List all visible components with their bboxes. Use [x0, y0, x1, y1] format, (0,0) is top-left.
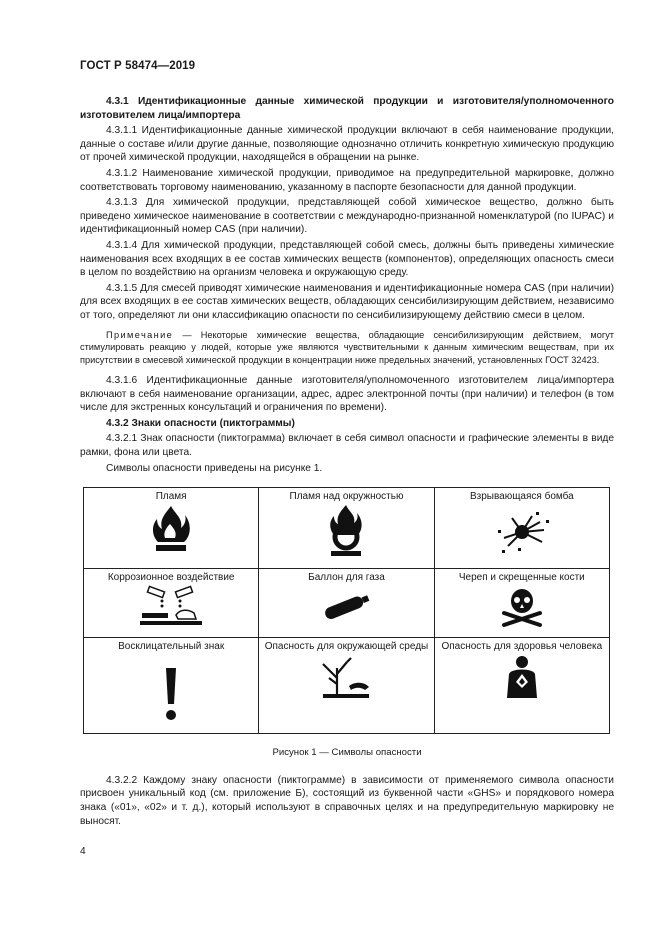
paragraph: 4.3.1.6 Идентификационные данные изготовителя/уполномоченного изготовителем лица/импортера включают в себя наименование организации, адрес, адрес электронной почты (при наличии) и телефон (в том числе для экстренных консультаций и ограничения по времени).: [80, 375, 614, 414]
health-hazard-icon: [497, 654, 547, 700]
note: [80, 329, 614, 367]
exploding-bomb-icon: [492, 504, 552, 556]
cell-label: Опасность для здоровья человека: [441, 641, 603, 653]
figure-cell: [259, 569, 434, 638]
flame-over-circle-icon: [323, 504, 369, 558]
cell-label: Коррозионное воздействие: [107, 572, 235, 584]
gas-cylinder-icon: [316, 585, 376, 625]
cell-label: Восклицательный знак: [118, 641, 225, 653]
figure-cell: [259, 488, 434, 569]
page-number: 4: [80, 846, 86, 857]
paragraph: 4.3.1.2 Наименование химической продукции, приводимое на предупредительной маркировке, должно соответствовать торговому наименованию, указанному в паспорте безопасности для данной продукции.: [80, 167, 614, 193]
exclamation-mark-icon: [161, 666, 181, 724]
paragraph: 4.3.1.3 Для химической продукции, представляющей собой химическое вещество, должно быть приведено химическое наименование в соответствии с международно-признанной номенклатурой (по IUPAC) и идентификационный номер CAS (при наличии).: [80, 197, 614, 236]
skull-crossbones-icon: [498, 585, 546, 629]
paragraph: 4.3.2.1 Знак опасности (пиктограмма) включает в себя символ опасности и графические элементы в виде рамки, фона или цвета.: [80, 433, 614, 458]
paragraph: 4.3.1.1 Идентификационные данные химической продукции включают в себя наименование продукции, данные о составе и/или другие данные, позволяющие однозначно отличить конкретную химическую продукцию от прочей химической продукции, находящейся в обращении на рынке.: [80, 125, 614, 164]
paragraph: 4.3.1.5 Для смесей приводят химические наименования и идентификационные номера CAS (при наличии) для всех входящих в ее состав химических веществ, обладающих сенсибилизирующим действием, независимо от того, определяют ли они классификацию опасности по сенсибилизирующему действию смеси в целом.: [80, 282, 614, 321]
cell-label: Баллон для газа: [308, 572, 385, 584]
figure-cell: [84, 638, 259, 734]
paragraph: 4.3.2.2 Каждому знаку опасности (пиктограмме) в зависимости от применяемого символа опасности присвоен уникальный код (см. приложение Б), состоящий из буквенной части «GHS» и порядкового номера знака («01», «02» и т. д.), который используют в справочных целях и на предупредительную маркировку не выносят.: [80, 774, 614, 827]
corrosion-icon: [136, 585, 206, 627]
figure-cell: [434, 638, 609, 734]
figure-cell: [434, 569, 609, 638]
section-heading: 4.3.1 Идентификационные данные химической продукции и изготовителя/уполномоченного изготовителем лица/импортера: [80, 96, 614, 121]
figure-cell: [259, 638, 434, 734]
subsection-heading: 4.3.2 Знаки опасности (пиктограммы): [106, 417, 295, 429]
hazard-symbols-figure: [83, 487, 610, 734]
environment-icon: [319, 654, 373, 700]
cell-label: Пламя над окружностью: [289, 491, 404, 503]
figure-cell: [84, 488, 259, 569]
cell-label: Пламя: [155, 491, 187, 503]
cell-label: Череп и скрещенные кости: [458, 572, 585, 584]
cell-label: Опасность для окружающей среды: [264, 641, 429, 653]
document-body: [80, 95, 614, 830]
cell-label: Взрывающаяся бомба: [469, 491, 574, 503]
note-label: Примечание: [106, 329, 174, 340]
flame-icon: [148, 504, 194, 556]
figure-cell: [434, 488, 609, 569]
figure-cell: [84, 569, 259, 638]
document-code: ГОСТ Р 58474—2019: [80, 60, 196, 72]
figure-caption: Рисунок 1 — Символы опасности: [272, 747, 422, 759]
paragraph: Символы опасности приведены на рисунке 1.: [106, 462, 323, 474]
note-text: — Некоторые химические вещества, обладающие сенсибилизирующим действием, могут стимулировать реакцию у людей, которые уже являются чувствительными к данным химическим веществам, при их присутствии в смесевой химической продукции в концентрации ниже предельных значений, установленных ГОСТ 32423.: [80, 329, 614, 365]
paragraph: 4.3.1.4 Для химической продукции, представляющей собой смесь, должны быть приведены химические наименования всех входящих в ее состав химических веществ (компонентов), определяющих опасность смеси в целом по воздействию на организм человека и окружающую среду.: [80, 239, 614, 279]
